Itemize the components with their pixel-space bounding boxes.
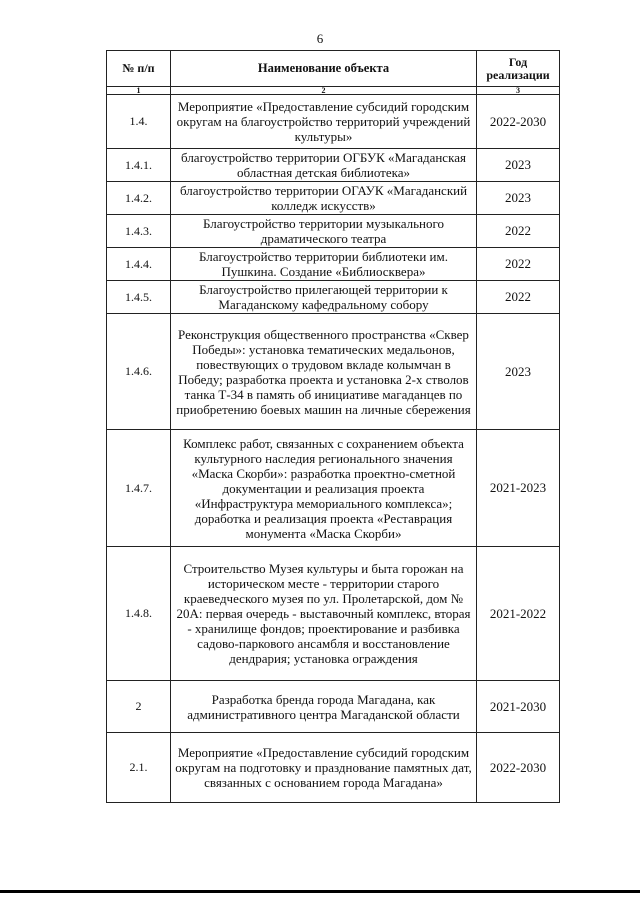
index-cell: 1	[107, 87, 171, 95]
header-year: Год реализации	[477, 51, 560, 87]
table-row	[107, 149, 560, 182]
table-row	[107, 248, 560, 281]
row-year: 2023	[477, 182, 560, 215]
table-row	[107, 733, 560, 803]
row-object-name: Благоустройство территории музыкального драматического театра	[171, 215, 477, 248]
row-year: 2022	[477, 281, 560, 314]
row-number: 1.4.8.	[107, 547, 171, 681]
table-row	[107, 281, 560, 314]
row-object-name: Благоустройство территории библиотеки им. Пушкина. Создание «Библиосквера»	[171, 248, 477, 281]
row-year: 2022	[477, 248, 560, 281]
row-number: 1.4.1.	[107, 149, 171, 182]
row-year: 2021-2022	[477, 547, 560, 681]
row-object-name: Благоустройство прилегающей территории к Магаданскому кафедральному собору	[171, 281, 477, 314]
row-year: 2022-2030	[477, 733, 560, 803]
row-number: 1.4.4.	[107, 248, 171, 281]
row-object-name: Мероприятие «Предоставление субсидий городским округам на подготовку и празднование памятных дат, связанных с основанием города Магадана»	[171, 733, 477, 803]
row-number: 1.4.2.	[107, 182, 171, 215]
header-object-name: Наименование объекта	[171, 51, 477, 87]
row-year: 2023	[477, 314, 560, 430]
row-number: 1.4.5.	[107, 281, 171, 314]
row-number: 1.4.3.	[107, 215, 171, 248]
row-number: 1.4.6.	[107, 314, 171, 430]
row-year: 2021-2030	[477, 681, 560, 733]
table-row	[107, 215, 560, 248]
table-row	[107, 95, 560, 149]
row-year: 2022	[477, 215, 560, 248]
header-number: № п/п	[107, 51, 171, 87]
row-number: 2	[107, 681, 171, 733]
row-object-name: благоустройство территории ОГБУК «Магаданская областная детская библиотека»	[171, 149, 477, 182]
page-number: 6	[316, 31, 324, 46]
index-cell: 2	[171, 87, 477, 95]
row-object-name: Строительство Музея культуры и быта горожан на историческом месте - территории старого краеведческого музея по ул. Пролетарской, дом № 20А: первая очередь - выставочный комплекс, вторая - хранилище фондов; проектирование и разбивка садово-паркового ансамбля и восстановление дендрария; установка ограждения	[171, 547, 477, 681]
table-row	[107, 681, 560, 733]
row-year: 2022-2030	[477, 95, 560, 149]
bottom-edge-rule	[0, 890, 640, 893]
table-index-row	[107, 87, 560, 95]
table-header-row	[107, 51, 560, 87]
row-object-name: Реконструкция общественного пространства «Сквер Победы»: установка тематических медальонов, повествующих о трудовом вкладе колымчан в Победу; разработка проекта и установка 2-х стволов танка Т-34 в память об инициативе магаданцев по приобретению боевых машин на личные сбережения	[171, 314, 477, 430]
row-object-name: Мероприятие «Предоставление субсидий городским округам на благоустройство территорий учреждений культуры»	[171, 95, 477, 149]
table-row	[107, 430, 560, 547]
index-cell: 3	[477, 87, 560, 95]
row-object-name: благоустройство территории ОГАУК «Магаданский колледж искусств»	[171, 182, 477, 215]
row-object-name: Комплекс работ, связанных с сохранением объекта культурного наследия регионального значения «Маска Скорби»: разработка проектно-сметной документации и реализация проекта «Инфраструктура мемориального комплекса»; доработка и реализация проекта «Реставрация монумента «Маска Скорби»	[171, 430, 477, 547]
row-number: 2.1.	[107, 733, 171, 803]
row-year: 2023	[477, 149, 560, 182]
row-object-name: Разработка бренда города Магадана, как административного центра Магаданской области	[171, 681, 477, 733]
row-number: 1.4.7.	[107, 430, 171, 547]
table-row	[107, 314, 560, 430]
table-row	[107, 182, 560, 215]
row-year: 2021-2023	[477, 430, 560, 547]
table-row	[107, 547, 560, 681]
projects-table	[106, 50, 560, 803]
row-number: 1.4.	[107, 95, 171, 149]
